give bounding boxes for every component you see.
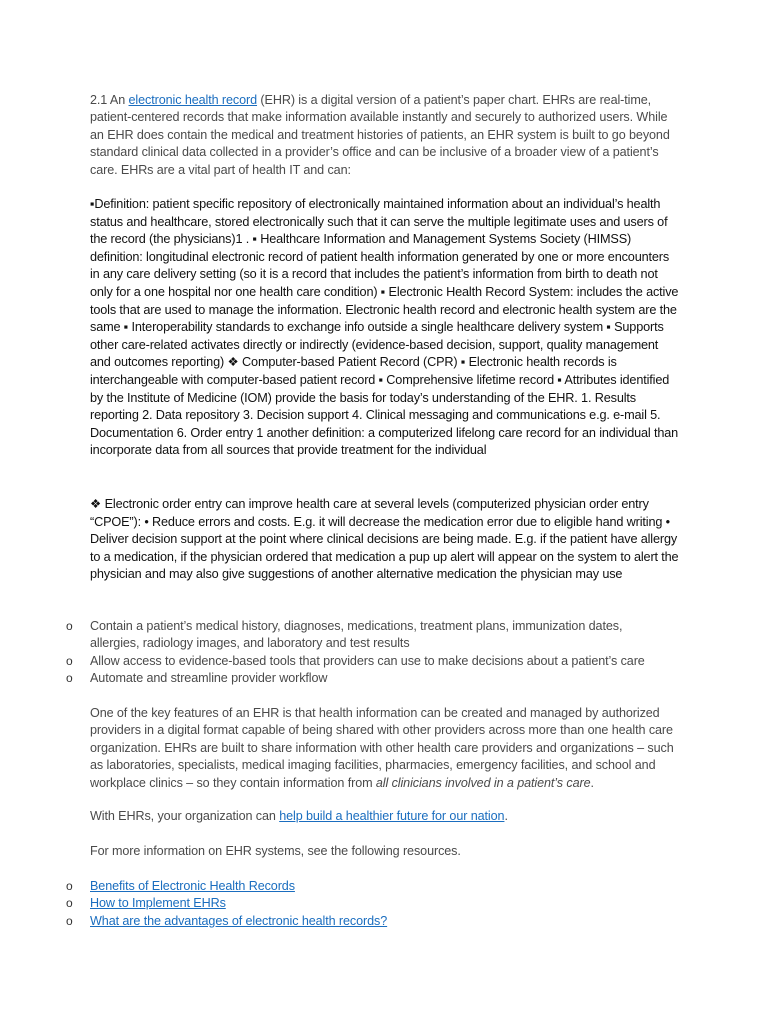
with-ehrs-end: . <box>504 809 508 823</box>
resources-list <box>0 878 768 930</box>
definition-paragraph: ▪Definition: patient specific repository of electronically maintained information about an individual’s health status and healthcare, stored electronically such that it can serve the multiple legitimate uses and users of the record (the physicians)1 . ▪ Healthcare Information and Management Systems Society (HIMSS) definition: longitudinal electronic record of patient health information generated by one or more encounters in any care delivery setting (so it is a record that includes the patient’s information from birth to death not only for a one hospital nor one health care condition) ▪ Electronic Health Record System: includes the active tools that are used to manage the information. Electronic health record and electronic health system are the same ▪ Interoperability standards to exchange info outside a single healthcare delivery system ▪ Supports other care-related activates directly or indirectly (evidence-based decision, support, quality management and outcomes reporting) ❖ Computer-based Patient Record (CPR) ▪ Electronic health records is interchangeable with computer-based patient record ▪ Comprehensive lifetime record ▪ Attributes identified by the Institute of Medicine (IOM) provide the basis for today’s understanding of the EHR. 1. Results reporting 2. Data repository 3. Decision support 4. Clinical messaging and communications e.g. e-mail 5. Documentation 6. Order entry 1 another definition: a computerized lifelong care record for an individual than incorporate data from all sources that provide treatment for the individual <box>90 197 679 458</box>
list-item <box>0 895 650 912</box>
list-item <box>0 913 650 930</box>
advantages-link[interactable]: What are the advantages of electronic health records? <box>90 913 388 928</box>
with-ehrs-prefix: With EHRs, your organization can <box>90 809 280 823</box>
key-features-italic: all clinicians involved in a patient’s care <box>375 775 591 790</box>
bullet-circle-icon: o <box>66 879 73 893</box>
list-item-text: Contain a patient’s medical history, diagnoses, medications, treatment plans, immunization dates, allergies, radiology images, and laboratory and test results <box>90 619 623 651</box>
key-features-text: One of the key features of an EHR is that health information can be created and managed by authorized providers in a digital format capable of being shared with other providers across more than one health care organization. EHRs are built to share information with other health care providers and organizations – such as laboratories, specialists, medical imaging facilities, pharmacies, emergency facilities, and school and workplace clinics – so they contain information from <box>90 706 674 790</box>
bullet-circle-icon: o <box>66 913 73 928</box>
key-features-end: . <box>590 775 594 790</box>
benefits-link[interactable]: Benefits of Electronic Health Records <box>90 879 295 893</box>
list-item-text: Allow access to evidence-based tools that providers can use to make decisions about a patient’s care <box>90 653 645 668</box>
bullet-circle-icon: o <box>66 653 73 668</box>
intro-suffix: (EHR) is a digital version of a patient’s paper chart. EHRs are real-time, patient-centered records that make information available instantly and securely to authorized users. While an EHR does contain the medical and treatment histories of patients, an EHR system is built to go beyond standard clinical data collected in a provider’s office and can be inclusive of a broader view of a patient’s care. EHRs are a vital part of health IT and can: <box>90 93 670 177</box>
list-item <box>0 653 650 670</box>
healthier-future-link[interactable]: help build a healthier future for our nation <box>279 809 505 823</box>
intro-prefix: 2.1 An <box>90 93 129 107</box>
bullet-circle-icon: o <box>66 896 73 911</box>
order-entry-paragraph: ❖ Electronic order entry can improve health care at several levels (computerized physician order entry “CPOE”): • Reduce errors and costs. E.g. it will decrease the medication error due to eligible hand writing • Deliver decision support at the point where clinical decisions are being made. E.g. if the patient have allergy to a medication, if the physician ordered that medication a pup up alert will appear on the system to alert the physician and may also give suggestions of another alternative medication the physician may use <box>90 497 679 582</box>
list-item <box>0 670 650 687</box>
more-info-paragraph: For more information on EHR systems, see the following resources. <box>90 844 461 858</box>
with-ehrs-paragraph <box>90 808 680 825</box>
capabilities-list <box>0 618 768 688</box>
intro-paragraph <box>90 92 680 179</box>
list-item-text: Automate and streamline provider workflow <box>90 671 328 686</box>
ehr-link[interactable]: electronic health record <box>128 93 258 107</box>
bullet-circle-icon: o <box>66 619 73 633</box>
implement-link[interactable]: How to Implement EHRs <box>90 896 226 911</box>
list-item <box>0 618 650 653</box>
key-features-paragraph <box>90 705 680 792</box>
list-item <box>0 878 650 895</box>
bullet-circle-icon: o <box>66 671 73 686</box>
